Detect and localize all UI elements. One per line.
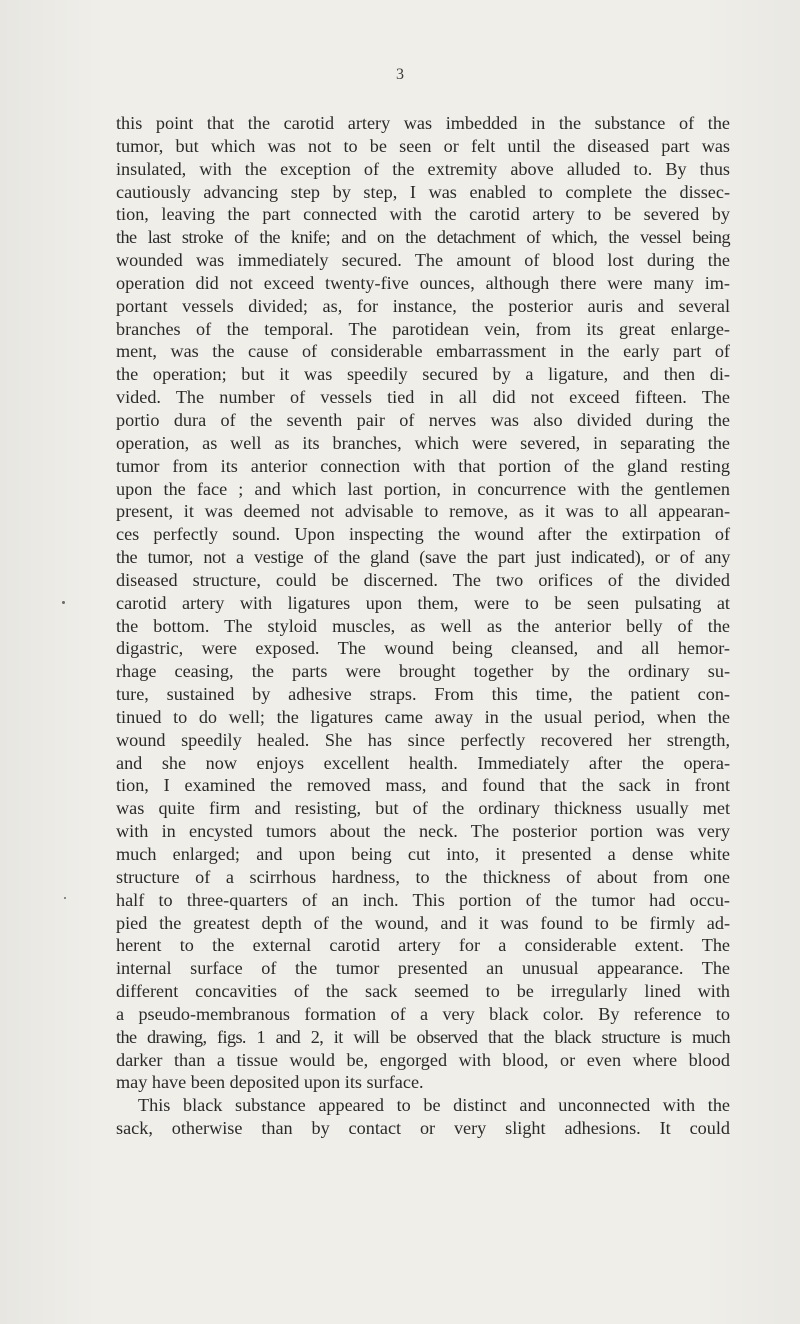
text-line: tinued to do well; the ligatures came away in the usual period, when the (116, 706, 730, 727)
text-line: present, it was deemed not advisable to remove, as it was to all appearan- (116, 501, 730, 522)
text-line: different concavities of the sack seemed to be irregularly lined with (116, 981, 730, 1002)
text-line: tumor, but which was not to be seen or felt until the diseased part was (116, 135, 730, 156)
text-line: cautiously advancing step by step, I was enabled to complete the dissec- (116, 181, 730, 202)
text-line: operation did not exceed twenty-five ounces, although there were many im- (116, 272, 730, 293)
text-line: carotid artery with ligatures upon them, were to be seen pulsating at (116, 592, 730, 613)
text-line: and she now enjoys excellent health. Immediately after the opera- (116, 752, 730, 773)
text-line: the bottom. The styloid muscles, as well as the anterior belly of the (116, 615, 730, 636)
text-line: rhage ceasing, the parts were brought together by the ordinary su- (116, 661, 730, 682)
text-line: the drawing, figs. 1 and 2, it will be observed that the black structure is much (116, 1026, 730, 1047)
text-line: was quite firm and resisting, but of the ordinary thickness usually met (116, 798, 730, 819)
text-line: the tumor, not a vestige of the gland (save the part just indicated), or of any (116, 547, 730, 568)
text-line: tumor from its anterior connection with that portion of the gland resting (116, 455, 730, 476)
text-line: ment, was the cause of considerable embarrassment in the early part of (116, 341, 730, 362)
text-line: vided. The number of vessels tied in all did not exceed fifteen. The (116, 387, 730, 408)
text-line: tion, leaving the part connected with the carotid artery to be severed by (116, 204, 730, 225)
text-line: darker than a tissue would be, engorged with blood, or even where blood (116, 1049, 730, 1070)
text-line: a pseudo-membranous formation of a very black color. By reference to (116, 1003, 730, 1024)
text-line: may have been deposited upon its surface. (116, 1072, 424, 1093)
text-line: internal surface of the tumor presented an unusual appearance. The (116, 958, 730, 979)
text-line: the last stroke of the knife; and on the detachment of which, the vessel being (116, 227, 730, 248)
text-line: upon the face ; and which last portion, in concurrence with the gentlemen (116, 478, 730, 499)
text-line: structure of a scirrhous hardness, to the thickness of about from one (116, 866, 730, 887)
body-text (116, 112, 730, 1140)
text-line: portant vessels divided; as, for instance, the posterior auris and several (116, 295, 730, 316)
text-line: diseased structure, could be discerned. The two orifices of the divided (116, 569, 730, 590)
text-line: ture, sustained by adhesive straps. From this time, the patient con- (116, 684, 730, 705)
text-line: insulated, with the exception of the extremity above alluded to. By thus (116, 158, 730, 179)
text-line: wound speedily healed. She has since perfectly recovered her strength, (116, 729, 730, 750)
text-line: with in encysted tumors about the neck. The posterior portion was very (116, 821, 730, 842)
text-line: portio dura of the seventh pair of nerves was also divided during the (116, 409, 730, 430)
text-line: much enlarged; and upon being cut into, it presented a dense white (116, 844, 730, 864)
ink-speck (64, 897, 66, 899)
text-line: branches of the temporal. The parotidean vein, from its great enlarge- (116, 318, 730, 339)
text-line: this point that the carotid artery was imbedded in the substance of the (116, 113, 730, 133)
text-line: digastric, were exposed. The wound being cleansed, and all hemor- (116, 638, 730, 659)
text-line: This black substance appeared to be distinct and unconnected with the (138, 1095, 730, 1116)
text-line: herent to the external carotid artery for a considerable extent. The (116, 935, 730, 956)
ink-speck (62, 601, 65, 604)
text-line: pied the greatest depth of the wound, and it was found to be firmly ad- (116, 912, 730, 933)
text-line: tion, I examined the removed mass, and found that the sack in front (116, 775, 730, 796)
text-line: the operation; but it was speedily secured by a ligature, and then di- (116, 364, 730, 385)
text-line: wounded was immediately secured. The amount of blood lost during the (116, 250, 730, 271)
page-number: 3 (396, 66, 404, 83)
text-line: sack, otherwise than by contact or very slight adhesions. It could (116, 1118, 730, 1139)
text-line: half to three-quarters of an inch. This portion of the tumor had occu- (116, 889, 730, 910)
text-line: ces perfectly sound. Upon inspecting the wound after the extirpation of (116, 524, 730, 545)
text-line: operation, as well as its branches, which were severed, in separating the (116, 432, 730, 453)
